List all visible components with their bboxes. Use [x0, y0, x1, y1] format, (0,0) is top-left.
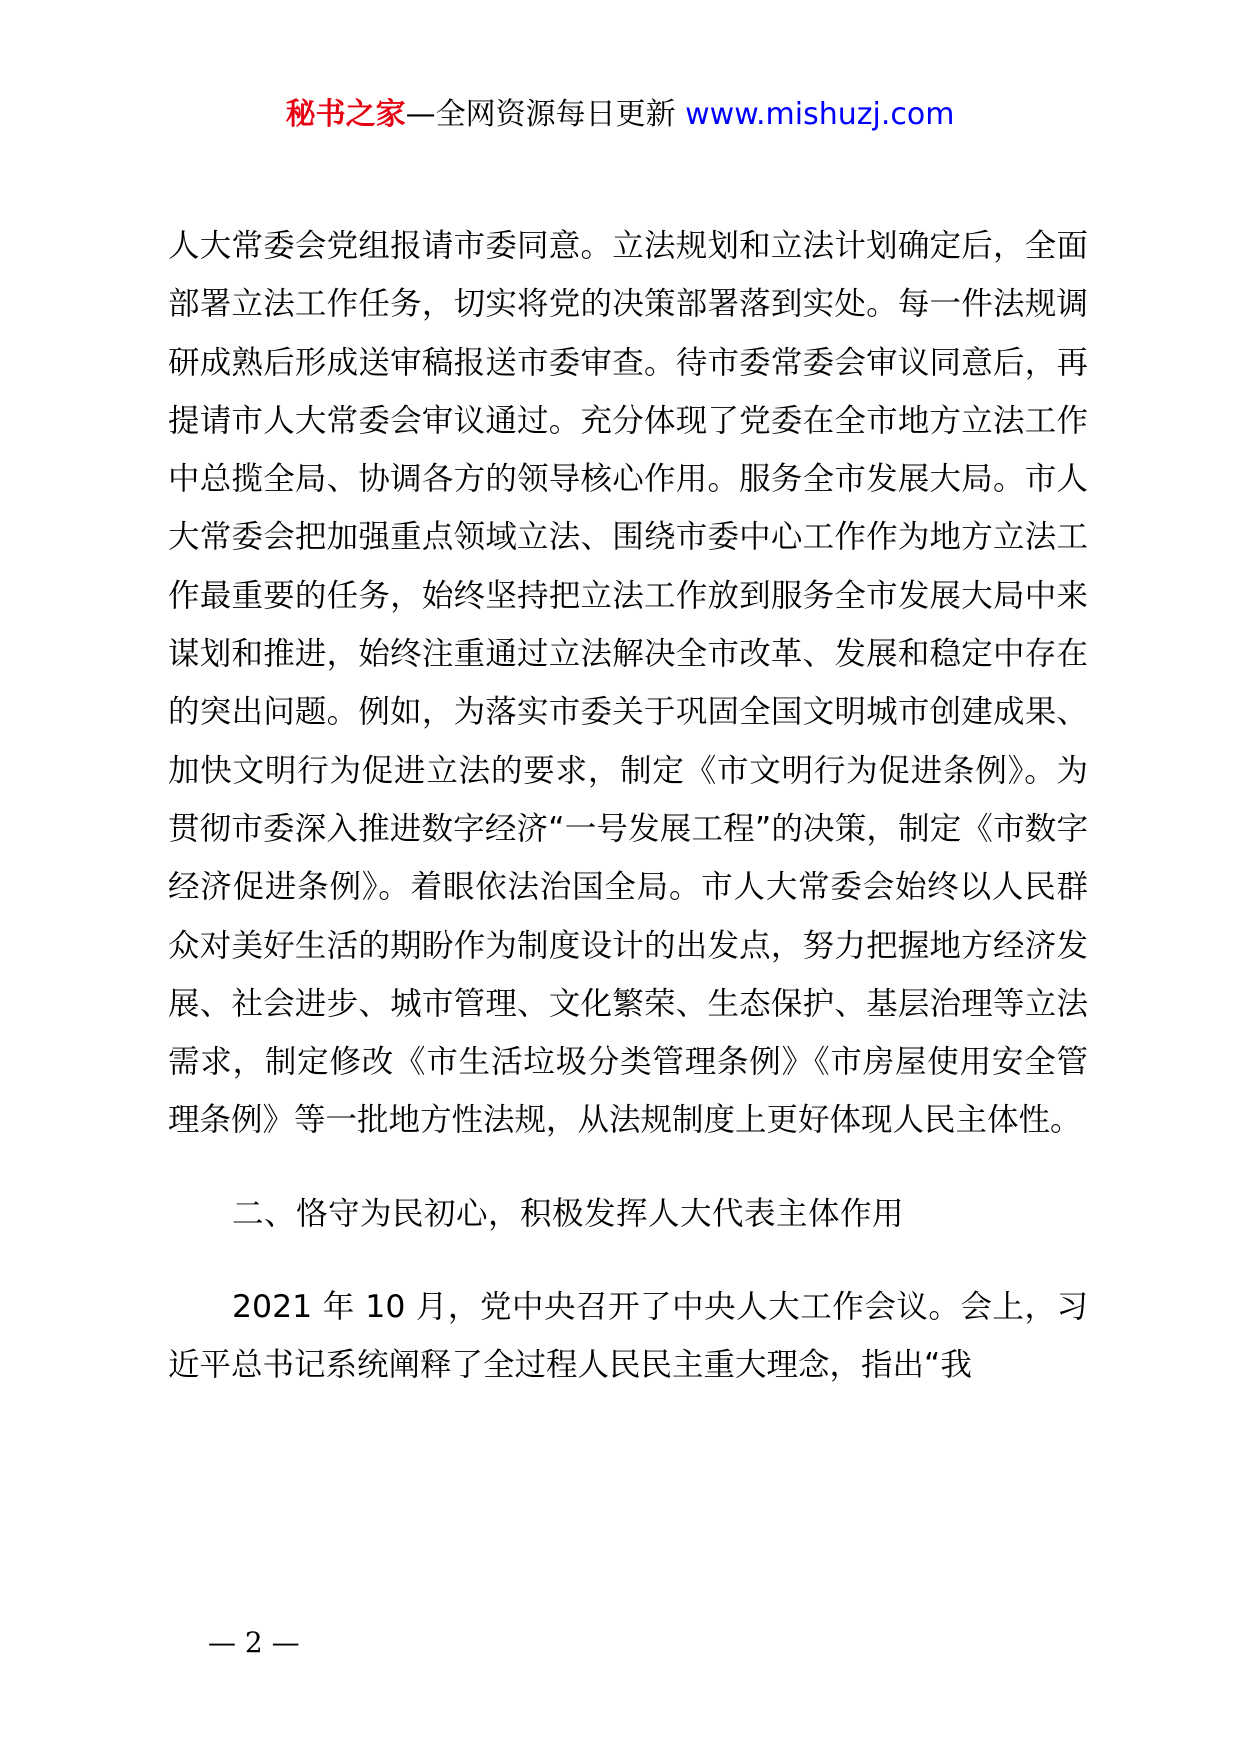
header-url-link[interactable]: www.mishuzj.com [685, 97, 955, 132]
header-slogan: —全网资源每日更新 [405, 97, 686, 132]
document-body [168, 217, 1088, 1395]
document-header [0, 95, 1240, 135]
body-paragraph: 人大常委会党组报请市委同意。立法规划和立法计划确定后，全面部署立法工作任务，切实将党的决策部署落到实处。每一件法规调研成熟后形成送审稿报送市委审查。待市委常委会审议同意后，再提请市人大常委会审议通过。充分体现了党委在全市地方立法工作中总揽全局、协调各方的领导核心作用。服务全市发展大局。市人大常委会把加强重点领域立法、围绕市委中心工作作为地方立法工作最重要的任务，始终坚持把立法工作放到服务全市发展大局中来谋划和推进，始终注重通过立法解决全市改革、发展和稳定中存在的突出问题。例如，为落实市委关于巩固全国文明城市创建成果、加快文明行为促进立法的要求，制定《市文明行为促进条例》。为贯彻市委深入推进数字经济“一号发展工程”的决策，制定《市数字经济促进条例》。着眼依法治国全局。市人大常委会始终以人民群众对美好生活的期盼作为制度设计的出发点，努力把握地方经济发展、社会进步、城市管理、文化繁荣、生态保护、基层治理等立法需求，制定修改《市生活垃圾分类管理条例》《市房屋使用安全管理条例》等一批地方性法规，从法规制度上更好体现人民主体性。 [168, 228, 1088, 1139]
page-number: — 2 — [208, 1626, 300, 1659]
body-paragraph: 2021 年 10 月，党中央召开了中央人大工作会议。会上，习近平总书记系统阐释了全过程人民民主重大理念，指出“我 [168, 1289, 1088, 1384]
section-heading: 二、恪守为民初心，积极发挥人大代表主体作用 [232, 1195, 905, 1232]
header-brand: 秘书之家 [285, 97, 406, 132]
